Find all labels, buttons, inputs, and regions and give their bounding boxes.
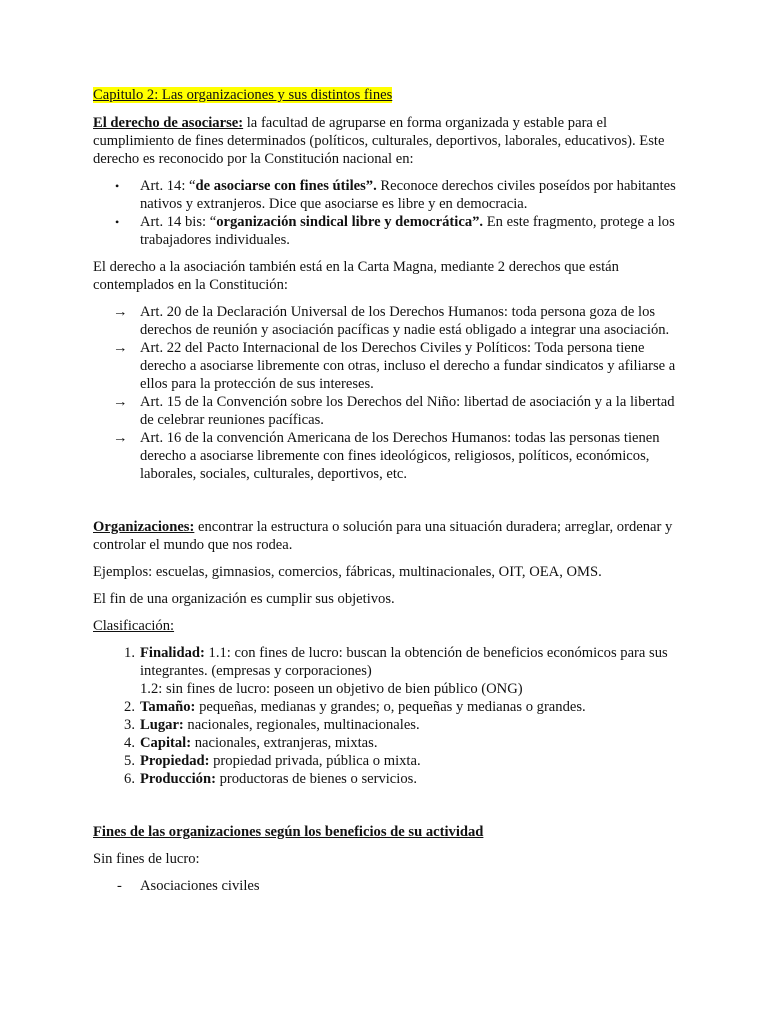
clasificacion-text: 1.1: con fines de lucro: buscan la obtención de beneficios económicos para sus integrantes. (empresas y corporaciones) (140, 645, 668, 679)
clasificacion-term: Producción: (140, 771, 216, 787)
clasificacion-extra: 1.2: sin fines de lucro: poseen un objetivo de bien público (ONG) (140, 681, 523, 697)
dash-marker: - (117, 878, 122, 894)
arrow-item-text: Art. 22 del Pacto Internacional de los Derechos Civiles y Políticos: Toda persona tiene derecho a asociarse libremente con otras, incluso el derecho a fundar sindicatos y afiliarse a ellos para la protección de sus intereses. (140, 340, 676, 392)
organizaciones-term: Organizaciones: (93, 519, 195, 535)
list-item (93, 213, 683, 249)
blank-line (93, 797, 683, 823)
sin-fines-list (93, 877, 683, 895)
bullet-pre: Art. 14: “ (140, 178, 196, 194)
clasificacion-term: Lugar: (140, 717, 184, 733)
derecho-paragraph (93, 114, 683, 168)
sin-fines-label: Sin fines de lucro: (93, 851, 200, 867)
list-number: 5. (124, 753, 135, 769)
list-item (93, 877, 683, 895)
list-number: 6. (124, 771, 135, 787)
list-item (93, 303, 683, 339)
bullet-pre: Art. 14 bis: “ (140, 214, 217, 230)
clasificacion-list (93, 644, 683, 788)
list-item (93, 770, 683, 788)
list-item (93, 429, 683, 483)
treaty-arrow-list (93, 303, 683, 483)
list-number: 3. (124, 717, 135, 733)
bullet-bold: organización sindical libre y democrática”. (216, 214, 484, 230)
arrow-item-text: Art. 20 de la Declaración Universal de los Derechos Humanos: toda persona goza de los derechos de reunión y asociación pacíficas y nadie está obligado a integrar una asociación. (140, 304, 670, 338)
derecho-term: El derecho de asociarse: (93, 115, 244, 131)
bullet-marker: • (115, 179, 120, 193)
list-item (93, 734, 683, 752)
fines-heading: Fines de las organizaciones según los beneficios de su actividad (93, 824, 484, 840)
ejemplos-paragraph: Ejemplos: escuelas, gimnasios, comercios, fábricas, multinacionales, OIT, OEA, OMS. (93, 564, 602, 580)
arrow-item-text: Art. 16 de la convención Americana de los Derechos Humanos: todas las personas tienen derecho a asociarse libremente con fines ideológicos, religiosos, políticos, económicos, laborales, sociales, culturales, deportivos, etc. (140, 430, 660, 482)
organizaciones-paragraph (93, 518, 683, 554)
list-number: 4. (124, 735, 135, 751)
sin-fines-item-text: Asociaciones civiles (140, 878, 260, 894)
arrow-marker: → (113, 340, 128, 356)
list-item (93, 698, 683, 716)
clasificacion-term: Finalidad: (140, 645, 205, 661)
list-item (93, 716, 683, 734)
clasificacion-term: Propiedad: (140, 753, 210, 769)
clasificacion-term: Tamaño: (140, 699, 196, 715)
bullet-marker: • (115, 215, 120, 229)
carta-magna-paragraph: El derecho a la asociación también está en la Carta Magna, mediante 2 derechos que están contemplados en la Constitución: (93, 259, 619, 293)
chapter-title (93, 86, 683, 104)
derecho-text: la facultad de agruparse en forma organizada y estable para el cumplimiento de fines determinados (políticos, culturales, deportivos, laborales, educativos). Este derecho es reconocido por la Constitución nacional en: (93, 115, 665, 167)
clasificacion-term: Capital: (140, 735, 192, 751)
fin-paragraph: El fin de una organización es cumplir sus objetivos. (93, 591, 395, 607)
list-item (93, 644, 683, 698)
clasificacion-text: productoras de bienes o servicios. (215, 771, 417, 787)
clasificacion-text: nacionales, extranjeras, mixtas. (191, 735, 378, 751)
list-item (93, 393, 683, 429)
document-page (93, 86, 683, 904)
list-item (93, 339, 683, 393)
constitution-bullet-list (93, 177, 683, 249)
clasificacion-label: Clasificación: (93, 618, 175, 634)
clasificacion-text: pequeñas, medianas y grandes; o, pequeñas y medianas o grandes. (195, 699, 586, 715)
list-item (93, 752, 683, 770)
chapter-title-highlight: Capitulo 2: Las organizaciones y sus distintos fines (93, 87, 393, 103)
arrow-marker: → (113, 304, 128, 320)
clasificacion-text: nacionales, regionales, multinacionales. (183, 717, 420, 733)
arrow-marker: → (113, 430, 128, 446)
arrow-item-text: Art. 15 de la Convención sobre los Derechos del Niño: libertad de asociación y a la libertad de celebrar reuniones pacíficas. (140, 394, 675, 428)
bullet-post: En este fragmento, protege a los trabajadores individuales. (140, 214, 675, 248)
clasificacion-text: propiedad privada, pública o mixta. (209, 753, 421, 769)
list-number: 1. (124, 645, 135, 661)
arrow-marker: → (113, 394, 128, 410)
list-item (93, 177, 683, 213)
bullet-post: Reconoce derechos civiles poseídos por habitantes nativos y extranjeros. Dice que asociarse es libre y en democracia. (140, 178, 676, 212)
bullet-bold: de asociarse con fines útiles”. (195, 178, 377, 194)
list-number: 2. (124, 699, 135, 715)
organizaciones-text: encontrar la estructura o solución para una situación duradera; arreglar, ordenar y controlar el mundo que nos rodea. (93, 519, 673, 553)
blank-line (93, 492, 683, 518)
